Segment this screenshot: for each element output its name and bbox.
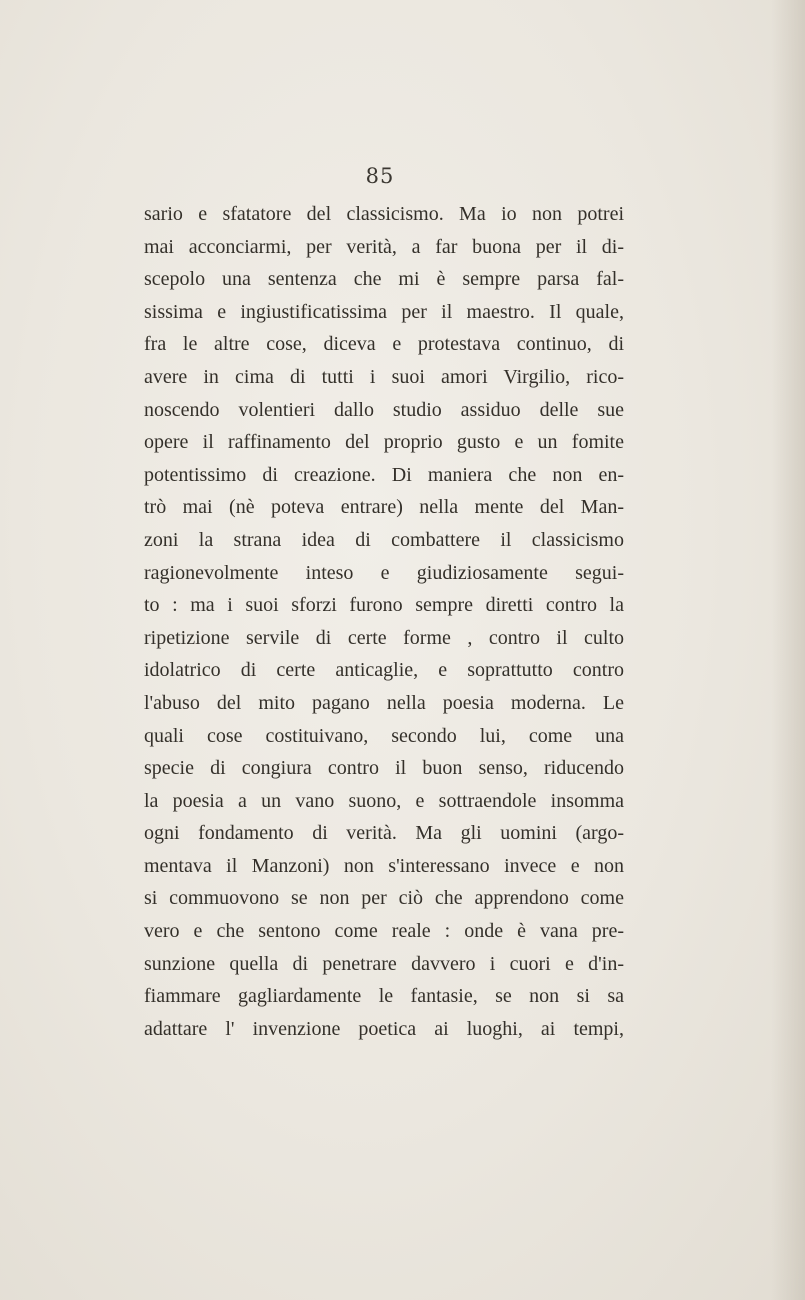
text-line: potentissimo di creazione. Di maniera che non en-: [144, 463, 624, 486]
page-edge-shadow: [771, 0, 805, 1300]
text-line: la poesia a un vano suono, e sottraendole insomma: [144, 789, 624, 812]
page-number: 85: [365, 164, 395, 188]
text-line: trò mai (nè poteva entrare) nella mente del Man-: [144, 496, 624, 519]
text-line: zoni la strana idea di combattere il classicismo: [144, 528, 624, 551]
text-line: mai acconciarmi, per verità, a far buona per il di-: [144, 235, 624, 258]
body-text: [144, 198, 624, 1045]
text-line: ogni fondamento di verità. Ma gli uomini (argo-: [144, 822, 624, 845]
text-line: noscendo volentieri dallo studio assiduo delle sue: [144, 398, 624, 421]
text-line: si commuovono se non per ciò che apprendono come: [144, 887, 624, 910]
text-line: scepolo una sentenza che mi è sempre parsa fal-: [144, 268, 624, 291]
text-line: sissima e ingiustificatissima per il maestro. Il quale,: [144, 300, 624, 323]
text-line: ripetizione servile di certe forme , contro il culto: [144, 626, 624, 649]
text-line: sario e sfatatore del classicismo. Ma io non potrei: [144, 203, 624, 225]
text-line: avere in cima di tutti i suoi amori Virgilio, rico-: [144, 365, 624, 388]
text-line: specie di congiura contro il buon senso, riducendo: [144, 757, 624, 780]
text-line: to : ma i suoi sforzi furono sempre diretti contro la: [144, 594, 624, 617]
text-line: sunzione quella di penetrare davvero i cuori e d'in-: [144, 952, 624, 975]
text-line: mentava il Manzoni) non s'interessano invece e non: [144, 854, 624, 877]
text-line: l'abuso del mito pagano nella poesia moderna. Le: [144, 691, 624, 714]
text-line: fiammare gagliardamente le fantasie, se non si sa: [144, 985, 624, 1008]
text-line: opere il raffinamento del proprio gusto e un fomite: [144, 431, 624, 454]
text-line: fra le altre cose, diceva e protestava continuo, di: [144, 333, 624, 356]
text-line: idolatrico di certe anticaglie, e soprattutto contro: [144, 659, 624, 682]
text-line: ragionevolmente inteso e giudiziosamente segui-: [144, 561, 624, 584]
text-line: adattare l' invenzione poetica ai luoghi, ai tempi,: [144, 1017, 624, 1040]
text-line: quali cose costituivano, secondo lui, come una: [144, 724, 624, 747]
text-line: vero e che sentono come reale : onde è vana pre-: [144, 920, 624, 943]
